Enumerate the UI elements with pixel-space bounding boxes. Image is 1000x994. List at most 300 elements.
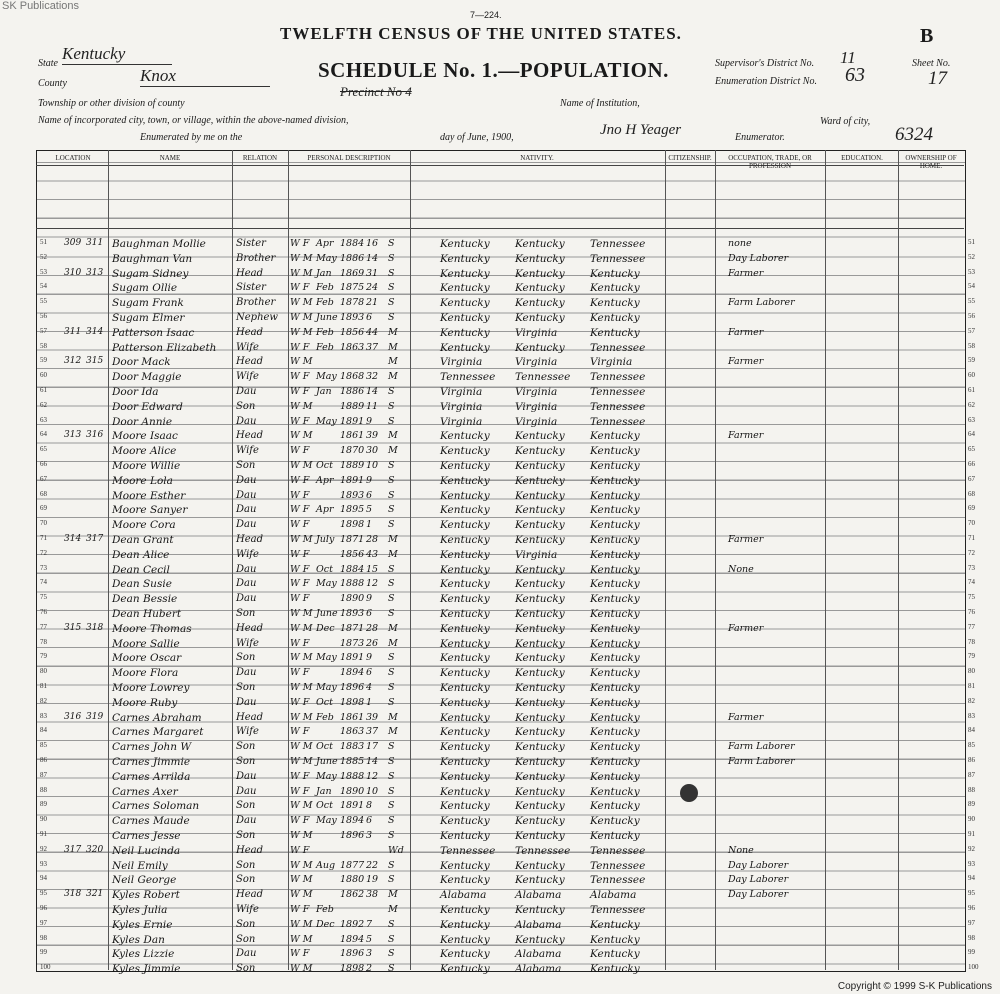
- age: 7: [366, 918, 373, 930]
- person-name: Patterson Isaac: [112, 326, 195, 339]
- color-sex: W M: [290, 326, 313, 338]
- mother-birthplace: Kentucky: [590, 608, 640, 620]
- row-number-right: 63: [968, 415, 975, 424]
- marital-status: S: [388, 460, 395, 471]
- color-sex: W M: [290, 534, 313, 545]
- color-sex: W F: [290, 770, 310, 782]
- row-number-right: 98: [968, 933, 975, 942]
- birthplace: Kentucky: [440, 652, 490, 665]
- row-number: 71: [40, 534, 47, 542]
- header-ownership: OWNERSHIP OF HOME.: [905, 154, 957, 170]
- marital-status: S: [388, 608, 395, 619]
- mother-birthplace: Kentucky: [590, 489, 640, 502]
- occupation: Farmer: [728, 534, 764, 545]
- row-number-right: 62: [968, 400, 975, 409]
- age: 4: [366, 682, 373, 693]
- mother-birthplace: Kentucky: [590, 297, 640, 310]
- birth-month: May: [316, 415, 337, 427]
- age: 31: [366, 267, 379, 279]
- age: 16: [366, 238, 379, 249]
- birth-month: Feb: [316, 282, 334, 294]
- person-name: Moore Isaac: [112, 430, 178, 443]
- birthplace: Kentucky: [440, 933, 490, 946]
- mother-birthplace: Tennessee: [590, 371, 646, 384]
- birth-month: June: [316, 312, 338, 323]
- mother-birthplace: Kentucky: [590, 430, 640, 443]
- birthplace: Kentucky: [440, 252, 490, 265]
- birthplace: Kentucky: [440, 430, 490, 443]
- birthplace: Kentucky: [440, 504, 490, 517]
- mother-birthplace: Kentucky: [590, 830, 640, 842]
- row-number: 65: [40, 445, 47, 454]
- color-sex: W F: [290, 341, 310, 353]
- row-number-right: 67: [968, 474, 975, 483]
- occupation: Farmer: [728, 622, 764, 634]
- father-birthplace: Kentucky: [515, 711, 565, 724]
- marital-status: Wd: [388, 844, 404, 856]
- relation: Head: [236, 356, 264, 368]
- row-number-right: 52: [968, 252, 975, 261]
- birthplace: Kentucky: [440, 859, 490, 872]
- mother-birthplace: Tennessee: [590, 904, 646, 916]
- birthplace: Kentucky: [440, 519, 490, 532]
- color-sex: W M: [290, 711, 313, 723]
- age: 6: [366, 608, 373, 619]
- row-number: 52: [40, 252, 47, 261]
- family-number: 318: [86, 622, 104, 633]
- father-birthplace: Kentucky: [515, 445, 565, 458]
- relation: Dau: [236, 519, 257, 531]
- birthplace: Kentucky: [440, 726, 490, 739]
- row-number: 77: [40, 622, 47, 631]
- mother-birthplace: Kentucky: [590, 682, 640, 694]
- color-sex: W M: [290, 918, 313, 930]
- person-name: Kyles Lizzie: [112, 948, 175, 961]
- person-name: Kyles Ernie: [112, 918, 173, 931]
- birthplace: Kentucky: [440, 548, 490, 561]
- mother-birthplace: Kentucky: [590, 667, 640, 680]
- birth-year: 1895: [340, 504, 365, 516]
- copyright-footer: Copyright © 1999 S-K Publications: [837, 981, 992, 992]
- person-name: Moore Cora: [112, 519, 176, 532]
- col-divider: [232, 150, 233, 970]
- birthplace: Kentucky: [440, 741, 490, 754]
- mother-birthplace: Tennessee: [590, 386, 646, 398]
- row-number-right: 58: [968, 341, 975, 350]
- row-number: 83: [40, 711, 47, 720]
- family-number: 320: [86, 844, 104, 855]
- color-sex: W F: [290, 548, 310, 560]
- color-sex: W M: [290, 460, 313, 471]
- father-birthplace: Kentucky: [515, 474, 565, 487]
- person-name: Kyles Robert: [112, 889, 180, 902]
- age: 2: [366, 963, 373, 975]
- birth-month: Dec: [316, 622, 335, 634]
- header-location: LOCATION: [55, 154, 91, 162]
- birth-year: 1894: [340, 933, 365, 945]
- relation: Son: [236, 918, 256, 930]
- row-number-right: 99: [968, 948, 975, 957]
- color-sex: W M: [290, 874, 313, 886]
- occupation: Farmer: [728, 430, 764, 442]
- age: 38: [366, 889, 379, 901]
- color-sex: W M: [290, 682, 313, 693]
- person-name: Sugam Ollie: [112, 282, 178, 295]
- birth-month: Feb: [316, 904, 334, 915]
- age: 3: [366, 948, 373, 960]
- person-name: Door Annie: [112, 415, 173, 428]
- father-birthplace: Virginia: [515, 415, 558, 428]
- father-birthplace: Kentucky: [515, 622, 565, 635]
- birth-month: Feb: [316, 326, 334, 338]
- person-name: Moore Ruby: [112, 696, 178, 709]
- person-name: Baughman Mollie: [112, 238, 206, 250]
- mother-birthplace: Tennessee: [590, 341, 646, 354]
- occupation: Farmer: [728, 356, 764, 368]
- sheet-label: Sheet No.: [912, 58, 951, 69]
- birth-year: 1893: [340, 608, 365, 619]
- mother-birthplace: Kentucky: [590, 726, 640, 739]
- col-divider: [288, 150, 289, 970]
- color-sex: W M: [290, 933, 313, 945]
- birth-month: June: [316, 608, 338, 619]
- relation: Dau: [236, 948, 257, 960]
- marital-status: M: [388, 430, 398, 442]
- birthplace: Kentucky: [440, 297, 490, 310]
- birth-year: 1856: [340, 326, 365, 338]
- occupation: Farmer: [728, 326, 764, 338]
- marital-status: M: [388, 341, 398, 353]
- color-sex: W F: [290, 785, 310, 797]
- birth-year: 1896: [340, 682, 365, 693]
- birthplace: Tennessee: [440, 844, 496, 857]
- row-number: 94: [40, 874, 47, 883]
- person-name: Sugam Elmer: [112, 312, 185, 324]
- relation: Son: [236, 756, 256, 767]
- marital-status: S: [388, 830, 395, 841]
- age: 11: [366, 400, 379, 412]
- birth-year: 1878: [340, 297, 365, 309]
- person-name: Sugam Frank: [112, 297, 184, 310]
- father-birthplace: Kentucky: [515, 489, 565, 502]
- occupation: None: [728, 844, 754, 856]
- color-sex: W M: [290, 652, 313, 664]
- person-name: Dean Cecil: [112, 563, 170, 576]
- birth-year: 1893: [340, 312, 365, 323]
- person-name: Door Maggie: [112, 371, 182, 384]
- birth-month: Feb: [316, 297, 334, 309]
- marital-status: S: [388, 267, 395, 279]
- marital-status: S: [388, 504, 395, 516]
- relation: Head: [236, 622, 264, 634]
- mother-birthplace: Kentucky: [590, 948, 640, 961]
- row-number: 74: [40, 578, 47, 587]
- row-number: 98: [40, 933, 47, 942]
- birth-year: 1863: [340, 726, 365, 738]
- relation: Head: [236, 711, 264, 723]
- father-birthplace: Alabama: [515, 948, 562, 961]
- mother-birthplace: Kentucky: [590, 933, 640, 946]
- row-number: 91: [40, 830, 47, 838]
- birth-year: 1856: [340, 548, 365, 560]
- person-name: Moore Willie: [112, 460, 181, 472]
- mother-birthplace: Kentucky: [590, 578, 640, 591]
- relation: Dau: [236, 474, 257, 486]
- row-number-right: 91: [968, 830, 975, 838]
- age: 6: [366, 489, 373, 501]
- row-number-right: 88: [968, 785, 975, 794]
- occupation: None: [728, 563, 754, 575]
- row-number-right: 72: [968, 548, 975, 557]
- age: 32: [366, 371, 379, 383]
- marital-status: S: [388, 948, 395, 960]
- marital-status: S: [388, 578, 395, 590]
- person-name: Moore Lola: [112, 474, 173, 487]
- header-education: EDUCATION.: [841, 154, 883, 162]
- father-birthplace: Kentucky: [515, 297, 565, 310]
- col-divider: [898, 150, 899, 970]
- birth-year: 1886: [340, 252, 365, 264]
- relation: Son: [236, 933, 256, 945]
- relation: Dau: [236, 386, 257, 397]
- color-sex: W F: [290, 474, 310, 486]
- age: 12: [366, 578, 379, 590]
- page-title: TWELFTH CENSUS OF THE UNITED STATES.: [280, 24, 682, 43]
- header-citizenship: CITIZENSHIP.: [668, 154, 712, 162]
- birth-year: 1880: [340, 874, 365, 886]
- county-value: Knox: [140, 66, 270, 87]
- birth-year: 1884: [340, 563, 365, 575]
- row-number-right: 54: [968, 282, 975, 291]
- mother-birthplace: Kentucky: [590, 652, 640, 665]
- birth-month: May: [316, 815, 337, 827]
- color-sex: W F: [290, 386, 310, 397]
- father-birthplace: Kentucky: [515, 637, 565, 650]
- birth-month: May: [316, 770, 337, 782]
- relation: Son: [236, 460, 256, 471]
- mother-birthplace: Kentucky: [590, 756, 640, 768]
- row-number: 54: [40, 282, 47, 291]
- birth-month: May: [316, 252, 337, 264]
- birth-year: 1891: [340, 652, 365, 664]
- age: 21: [366, 297, 379, 309]
- birth-month: Jan: [316, 267, 332, 279]
- row-number-right: 55: [968, 297, 975, 306]
- birthplace: Kentucky: [440, 474, 490, 487]
- age: 3: [366, 830, 373, 841]
- marital-status: S: [388, 400, 395, 412]
- relation: Wife: [236, 548, 259, 560]
- birthplace: Kentucky: [440, 312, 490, 324]
- row-number: 61: [40, 386, 47, 394]
- enumerator-label: Enumerator.: [735, 132, 785, 143]
- father-birthplace: Alabama: [515, 889, 562, 902]
- sheet-value: 17: [928, 68, 947, 89]
- birth-month: Oct: [316, 741, 333, 753]
- age: 8: [366, 800, 373, 812]
- page-number: 6324: [895, 124, 933, 145]
- row-number-right: 64: [968, 430, 975, 439]
- birthplace: Kentucky: [440, 282, 490, 295]
- age: 37: [366, 726, 379, 738]
- mother-birthplace: Tennessee: [590, 859, 646, 872]
- mother-birthplace: Kentucky: [590, 460, 640, 472]
- person-name: Moore Alice: [112, 445, 177, 458]
- birth-month: Oct: [316, 460, 333, 471]
- color-sex: W F: [290, 282, 310, 294]
- marital-status: S: [388, 815, 395, 827]
- row-number: 67: [40, 474, 47, 483]
- relation: Wife: [236, 341, 259, 353]
- relation: Son: [236, 682, 256, 693]
- birthplace: Kentucky: [440, 963, 490, 976]
- marital-status: S: [388, 918, 395, 930]
- person-name: Moore Flora: [112, 667, 179, 680]
- birth-year: 1892: [340, 918, 365, 930]
- father-birthplace: Kentucky: [515, 726, 565, 739]
- birth-year: 1893: [340, 489, 365, 501]
- row-number-right: 69: [968, 504, 975, 513]
- row-number: 66: [40, 460, 47, 468]
- marital-status: M: [388, 534, 398, 545]
- birthplace: Kentucky: [440, 341, 490, 354]
- marital-status: S: [388, 800, 395, 812]
- state-label: State: [38, 58, 58, 69]
- person-name: Door Mack: [112, 356, 171, 369]
- row-number-right: 53: [968, 267, 975, 276]
- mother-birthplace: Kentucky: [590, 474, 640, 487]
- birth-year: 1890: [340, 785, 365, 797]
- age: 37: [366, 341, 379, 353]
- mother-birthplace: Kentucky: [590, 282, 640, 295]
- row-number-right: 77: [968, 622, 975, 631]
- state-value: Kentucky: [62, 44, 172, 65]
- row-number: 92: [40, 844, 47, 853]
- father-birthplace: Virginia: [515, 548, 558, 561]
- marital-status: S: [388, 682, 395, 693]
- color-sex: W M: [290, 356, 313, 368]
- mother-birthplace: Kentucky: [590, 800, 640, 813]
- person-name: Patterson Elizabeth: [112, 341, 217, 354]
- header-nativity: NATIVITY.: [520, 154, 554, 162]
- marital-status: M: [388, 637, 398, 649]
- marital-status: M: [388, 445, 398, 457]
- age: 17: [366, 741, 379, 753]
- row-number-right: 70: [968, 519, 975, 528]
- mother-birthplace: Kentucky: [590, 815, 640, 828]
- mother-birthplace: Kentucky: [590, 563, 640, 576]
- birthplace: Kentucky: [440, 904, 490, 916]
- row-number: 68: [40, 489, 47, 498]
- birth-year: 1898: [340, 696, 365, 708]
- relation: Dau: [236, 667, 257, 679]
- relation: Dau: [236, 563, 257, 575]
- father-birthplace: Kentucky: [515, 830, 565, 842]
- row-number-right: 81: [968, 682, 975, 690]
- father-birthplace: Kentucky: [515, 682, 565, 694]
- institution-label: Name of Institution,: [560, 98, 640, 109]
- color-sex: W M: [290, 608, 313, 619]
- age: 6: [366, 312, 373, 323]
- occupation: Day Laborer: [728, 874, 789, 886]
- relation: Dau: [236, 593, 257, 605]
- row-number: 58: [40, 341, 47, 350]
- marital-status: M: [388, 889, 398, 901]
- birthplace: Kentucky: [440, 815, 490, 828]
- color-sex: W F: [290, 371, 310, 383]
- age: 26: [366, 637, 379, 649]
- row-number-right: 60: [968, 371, 975, 380]
- row-number-right: 71: [968, 534, 975, 542]
- row-number-right: 85: [968, 741, 975, 750]
- birthplace: Alabama: [440, 889, 487, 902]
- person-name: Dean Bessie: [112, 593, 178, 606]
- birthplace: Kentucky: [440, 326, 490, 339]
- marital-status: S: [388, 282, 395, 294]
- father-birthplace: Kentucky: [515, 904, 565, 916]
- person-name: Kyles Dan: [112, 933, 165, 946]
- marital-status: S: [388, 756, 395, 767]
- row-number: 85: [40, 741, 47, 750]
- col-divider: [715, 150, 716, 970]
- birthplace: Kentucky: [440, 489, 490, 502]
- row-number: 88: [40, 785, 47, 794]
- mother-birthplace: Kentucky: [590, 504, 640, 517]
- row-number-right: 68: [968, 489, 975, 498]
- marital-status: M: [388, 371, 398, 383]
- birth-year: 1898: [340, 963, 365, 975]
- father-birthplace: Kentucky: [515, 756, 565, 768]
- father-birthplace: Kentucky: [515, 563, 565, 576]
- marital-status: M: [388, 622, 398, 634]
- row-number: 59: [40, 356, 47, 365]
- color-sex: W F: [290, 696, 310, 708]
- occupation: Farmer: [728, 711, 764, 723]
- relation: Dau: [236, 785, 257, 797]
- marital-status: S: [388, 489, 395, 501]
- ward-label: Ward of city,: [820, 116, 871, 127]
- family-number: 316: [86, 430, 104, 441]
- age: 6: [366, 667, 373, 679]
- row-number: 81: [40, 682, 47, 690]
- mother-birthplace: Kentucky: [590, 548, 640, 561]
- mother-birthplace: Kentucky: [590, 918, 640, 931]
- father-birthplace: Kentucky: [515, 933, 565, 946]
- mother-birthplace: Kentucky: [590, 785, 640, 798]
- birth-month: Apr: [316, 474, 334, 486]
- color-sex: W M: [290, 756, 313, 767]
- birthplace: Kentucky: [440, 267, 490, 280]
- birth-year: 1891: [340, 474, 365, 486]
- county-label: County: [38, 78, 67, 89]
- row-number-right: 100: [968, 963, 979, 972]
- mother-birthplace: Kentucky: [590, 534, 640, 546]
- enumeration-label: Enumeration District No.: [715, 76, 817, 87]
- mother-birthplace: Kentucky: [590, 696, 640, 709]
- row-number-right: 73: [968, 563, 975, 572]
- birth-year: 1863: [340, 341, 365, 353]
- mother-birthplace: Alabama: [590, 889, 637, 902]
- age: 10: [366, 785, 379, 797]
- family-number: 317: [86, 534, 104, 544]
- age: 9: [366, 415, 373, 427]
- row-number: 64: [40, 430, 47, 439]
- person-name: Carnes Margaret: [112, 726, 204, 739]
- marital-status: S: [388, 770, 395, 782]
- color-sex: W F: [290, 415, 310, 427]
- father-birthplace: Kentucky: [515, 770, 565, 783]
- ink-blot: [680, 784, 698, 802]
